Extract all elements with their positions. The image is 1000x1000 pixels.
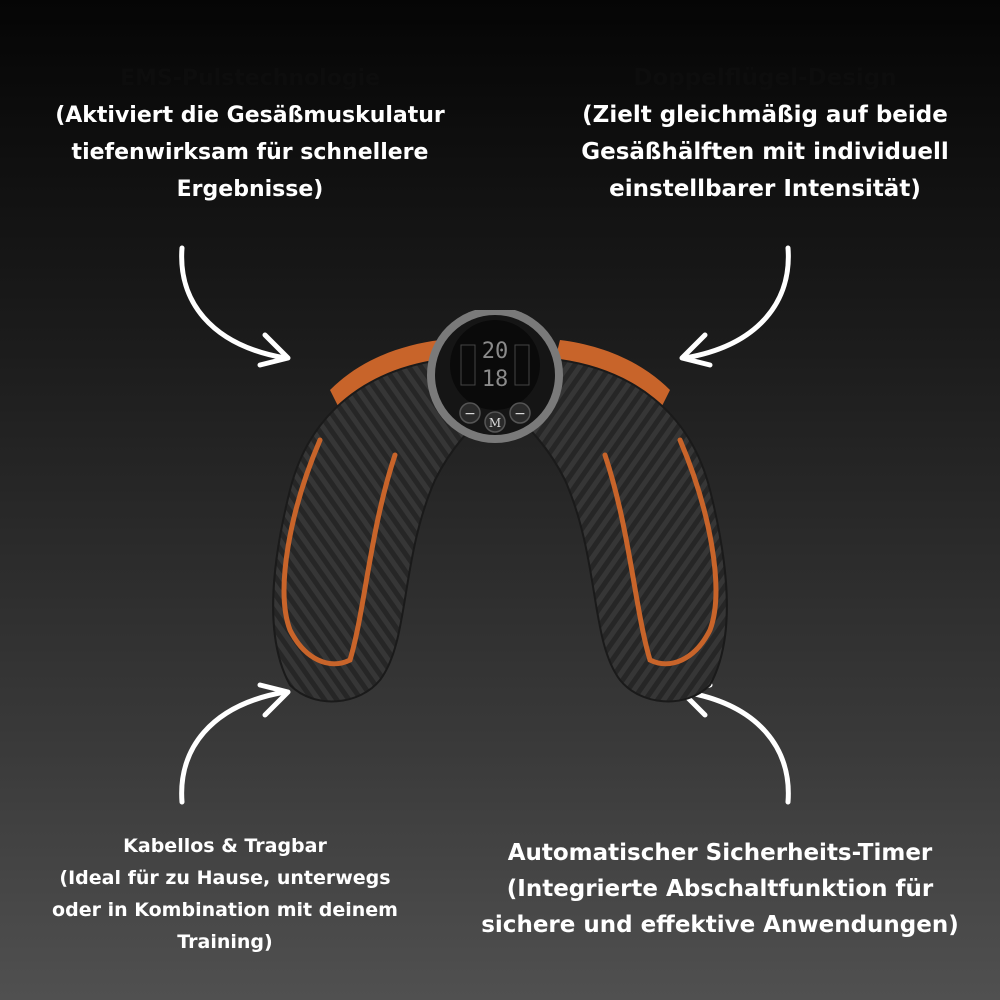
callout-line: Ergebnisse) <box>176 177 324 202</box>
callout-line: Training) <box>177 931 273 953</box>
callout-line: (Zielt gleichmäßig auf beide <box>582 102 948 128</box>
callout-ems-technology <box>40 60 460 208</box>
display-upper: 20 <box>481 339 509 364</box>
callout-title: EMS-Pulstechnologie <box>119 66 381 91</box>
callout-wireless-portable <box>15 830 435 958</box>
ems-hip-trainer-device <box>250 310 750 720</box>
callout-line: Gesäßhälften mit individuell <box>581 139 949 165</box>
callout-safety-timer <box>450 835 990 943</box>
button-minus-right: − <box>514 406 526 422</box>
callout-line: (Aktiviert die Gesäßmuskulatur <box>55 103 445 128</box>
callout-title: Automatischer Sicherheits-Timer <box>507 840 933 866</box>
callout-line: (Ideal für zu Hause, unterwegs <box>59 867 391 889</box>
callout-title: Kabellos & Tragbar <box>123 835 327 857</box>
callout-line: oder in Kombination mit deinem <box>52 899 398 921</box>
button-minus-left: − <box>464 406 476 422</box>
callout-line: (Integrierte Abschaltfunktion für <box>506 876 934 902</box>
callout-line: sichere und effektive Anwendungen) <box>481 912 959 938</box>
button-mode: M <box>488 416 502 430</box>
callout-line: einstellbarer Intensität) <box>609 176 921 202</box>
callout-line: tiefenwirksam für schnellere <box>71 140 429 165</box>
callout-title: Doppelflügel-Design <box>633 65 897 91</box>
callout-double-wing-design <box>540 60 990 208</box>
display-lower: 18 <box>481 367 509 392</box>
